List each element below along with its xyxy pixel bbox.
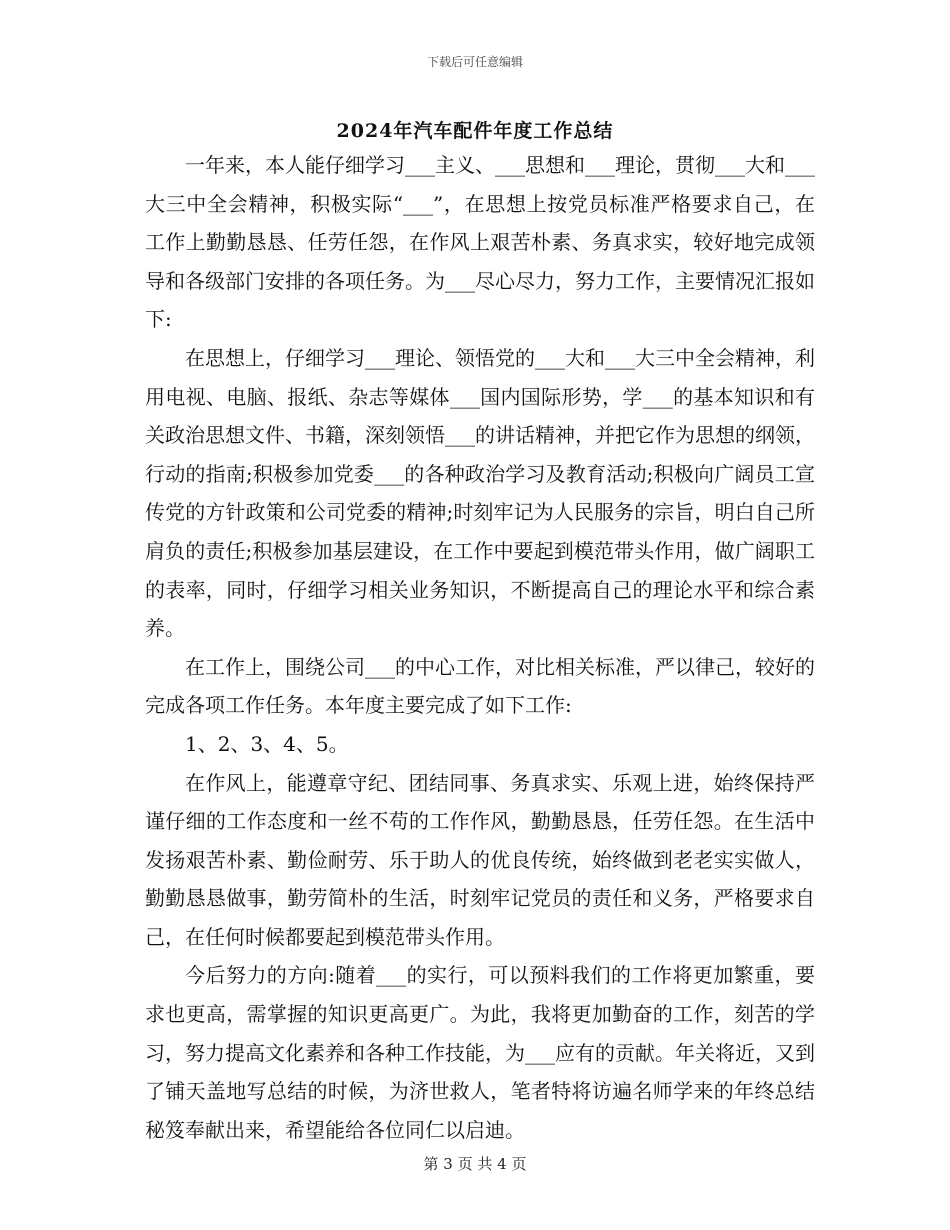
paragraph-style: 在作风上，能遵章守纪、团结同事、务真求实、乐观上进，始终保持严谨仔细的工作态度和一丝不苟的工作作风，勤勤恳恳，任劳任怨。在生活中发扬艰苦朴素、勤俭耐劳、乐于助人的优良传统，始终做到老老实实做人，勤勤恳恳做事，勤劳简朴的生活，时刻牢记党员的责任和义务，严格要求自己，在任何时候都要起到模范带头作用。: [145, 770, 815, 949]
document-title: 2024年汽车配件年度工作总结: [336, 120, 614, 142]
header-note: 下载后可任意编辑: [426, 55, 523, 69]
document-body: [145, 146, 815, 1149]
page-number: 第 3 页 共 4 页: [423, 1155, 527, 1173]
paragraph-work: 在工作上，围绕公司___的中心工作，对比相关标准，严以律己，较好的完成各项工作任务。本年度主要完成了如下工作:: [145, 654, 815, 718]
paragraph-intro: 一年来，本人能仔细学习___主义、___思想和___理论，贯彻___大和___大三中全会精神，积极实际“___”，在思想上按党员标准严格要求自己，在工作上勤勤恳恳、任劳任怨，在作风上艰苦朴素、务真求实，较好地完成领导和各级部门安排的各项任务。为___尽心尽力，努力工作，主要情况汇报如下:: [145, 153, 815, 332]
paragraph-ideology: 在思想上，仔细学习___理论、领悟党的___大和___大三中全会精神，利用电视、电脑、报纸、杂志等媒体___国内国际形势，学___的基本知识和有关政治思想文件、书籍，深刻领悟___的讲话精神，并把它作为思想的纲领，行动的指南;积极参加党委___的各种政治学习及教育活动;积极向广阔员工宣传党的方针政策和公司党委的精神;时刻牢记为人民服务的宗旨，明白自己所肩负的责任;积极参加基层建设，在工作中要起到模范带头作用，做广阔职工的表率，同时，仔细学习相关业务知识，不断提高自己的理论水平和综合素养。: [145, 345, 815, 641]
paragraph-work-list: 1、2、3、4、5。: [185, 731, 349, 756]
paragraph-future: 今后努力的方向:随着___的实行，可以预料我们的工作将更加繁重，要求也更高，需掌握的知识更高更广。为此，我将更加勤奋的工作，刻苦的学习，努力提高文化素养和各种工作技能，为___应有的贡献。年关将近，又到了铺天盖地写总结的时候，为济世救人，笔者特将访遍名师学来的年终总结秘笈奉献出来，希望能给各位同仁以启迪。: [145, 963, 815, 1142]
